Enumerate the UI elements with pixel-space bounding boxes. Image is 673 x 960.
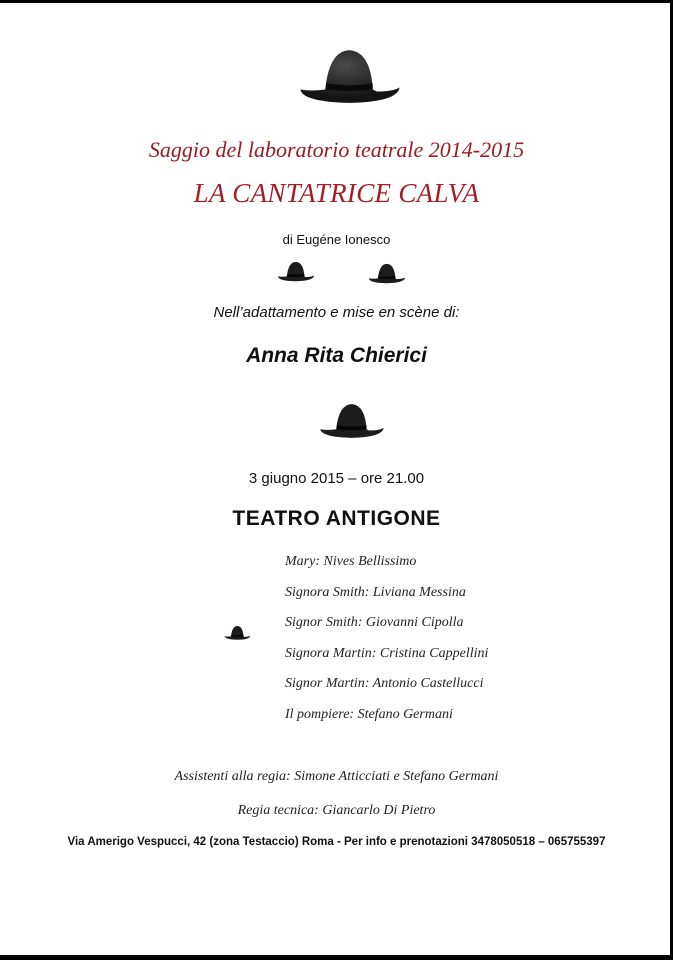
venue-address: Via Amerigo Vespucci, 42 (zona Testaccio) Roma - Per info e prenotazioni 3478050518 – 065755397 [67,836,606,848]
play-title: LA CANTATRICE CALVA [193,178,480,208]
cast-member: Signor Martin: Antonio Castellucci [285,676,484,691]
bowler-hat-icon [319,398,385,442]
play-author: di Eugéne Ionesco [282,232,391,247]
bowler-hat-icon [368,260,406,286]
top-border [0,0,673,3]
cast-member: Signora Martin: Cristina Cappellini [285,645,489,661]
bowler-hat-icon [224,623,251,642]
event-date-time: 3 giugno 2015 – ore 21.00 [248,470,425,487]
bowler-hat-icon [298,44,402,106]
technical-direction: Regia tecnica: Giancarlo Di Pietro [237,803,436,818]
theatre-name: TEATRO ANTIGONE [232,507,441,530]
cast-member: Signor Smith: Giovanni Cipolla [285,615,464,630]
assistant-directors: Assistenti alla regia: Simone Atticciati e Stefano Germani [174,769,499,784]
adaptation-label: Nell’adattamento e mise en scène di: [213,304,460,321]
event-subtitle: Saggio del laboratorio teatrale 2014-2015 [148,137,525,162]
cast-member: Signora Smith: Liviana Messina [285,584,466,600]
cast-member: Il pompiere: Stefano Germani [285,706,453,722]
director-name: Anna Rita Chierici [246,344,427,367]
cast-member: Mary: Nives Bellissimo [285,554,417,569]
cast-list [285,551,488,734]
bowler-hat-icon [277,258,315,284]
bottom-border [0,955,673,960]
